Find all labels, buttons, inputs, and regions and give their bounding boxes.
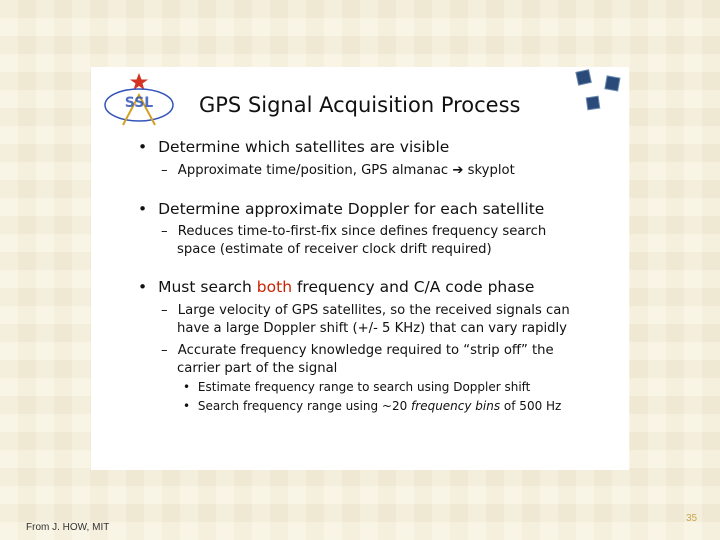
sub-sub-bullet-text: Estimate frequency range to search using Doppler shift xyxy=(197,380,531,394)
bullet-text: Determine which satellites are visible xyxy=(158,138,450,156)
sub-bullet-text: Approximate time/position, GPS almanac xyxy=(177,163,453,178)
dash-symbol: – xyxy=(161,303,168,318)
sub-bullet-item xyxy=(161,224,546,239)
sub-bullet-text: Accurate frequency knowledge required to “strip off” the xyxy=(177,343,554,358)
slide-content xyxy=(91,67,629,470)
sub-bullet-continuation: space (estimate of receiver clock drift required) xyxy=(177,242,492,257)
italic-text: frequency bins xyxy=(411,399,501,413)
dash-symbol: – xyxy=(161,224,168,239)
sub-bullet-text: Reduces time-to-first-fix since defines frequency search xyxy=(177,224,547,239)
slide-title: GPS Signal Acquisition Process xyxy=(199,93,521,117)
logo-text: SSL xyxy=(124,95,154,111)
sub-bullet-text: Large velocity of GPS satellites, so the received signals can xyxy=(177,303,570,318)
sub-bullet-continuation: have a large Doppler shift (+/- 5 KHz) that can vary rapidly xyxy=(177,321,567,336)
sub-bullet-continuation: carrier part of the signal xyxy=(177,361,338,376)
bullet-item xyxy=(138,278,534,296)
bullet-symbol: • xyxy=(138,200,148,218)
bullet-symbol: • xyxy=(138,278,148,296)
footer-credit: From J. HOW, MIT xyxy=(26,522,110,533)
bullet-text-end: frequency and C/A code phase xyxy=(292,278,535,296)
arrow-icon: ➔ xyxy=(452,163,464,178)
bullet-item xyxy=(138,200,544,218)
sub-sub-bullet-item xyxy=(183,380,530,394)
bullet-symbol: • xyxy=(183,380,191,394)
page-number: 35 xyxy=(686,513,698,524)
bullet-symbol: • xyxy=(183,399,191,413)
slide-panel xyxy=(91,67,629,470)
bullet-symbol: • xyxy=(138,138,148,156)
highlight-text: both xyxy=(256,278,293,296)
dash-symbol: – xyxy=(161,343,168,358)
bullet-text: Must search xyxy=(158,278,257,296)
sub-sub-bullet-text: Search frequency range using ~20 xyxy=(197,399,412,413)
sub-bullet-item xyxy=(161,303,570,318)
bullet-text: Determine approximate Doppler for each satellite xyxy=(158,200,545,218)
sub-bullet-item xyxy=(161,163,515,178)
sub-bullet-item xyxy=(161,343,554,358)
bullet-item xyxy=(138,138,449,156)
sub-bullet-text-end: skyplot xyxy=(463,163,515,178)
dash-symbol: – xyxy=(161,163,168,178)
sub-sub-bullet-item xyxy=(183,399,561,413)
sub-sub-bullet-text-end: of 500 Hz xyxy=(500,399,562,413)
